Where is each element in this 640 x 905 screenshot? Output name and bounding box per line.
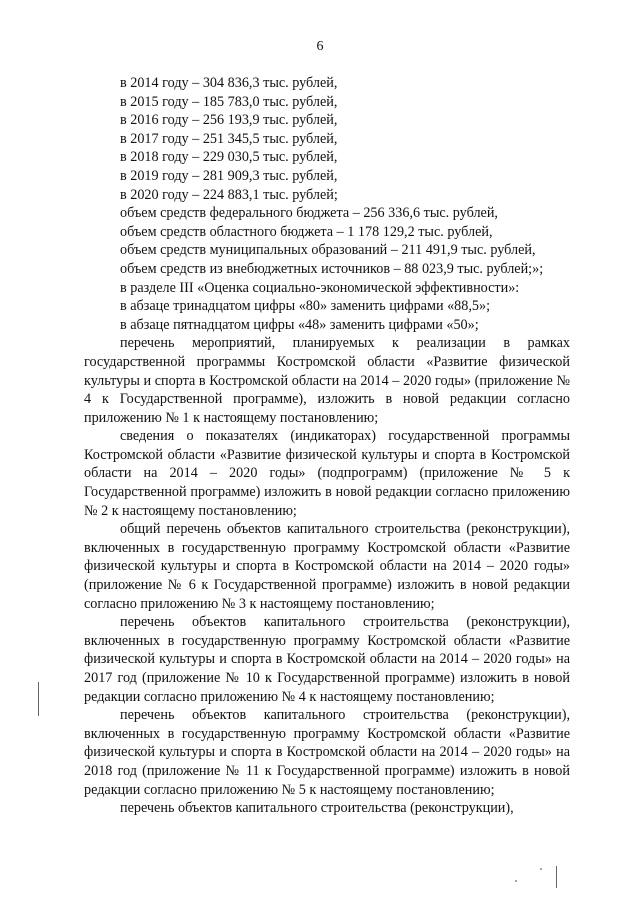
municipal-budget-line: объем средств муниципальных образований – 211 491,9 тыс. рублей, xyxy=(120,242,536,259)
funding-line-2017: в 2017 году – 251 345,5 тыс. рублей, xyxy=(120,130,338,147)
section-three-heading: в разделе III «Оценка социально-экономической эффективности»: xyxy=(120,279,520,296)
objects-2017-paragraph: перечень объектов капитального строительства (реконструкции), включенных в государственную программу Костромской области «Развитие физической культуры и спорта в Костромской области на 2014 – 2020 годы» на 2017 год (приложение № 10 к Государственной программе) изложить в новой редакции согласно приложению № 4 к настоящему постановлению; xyxy=(84,614,570,705)
scan-mark-right xyxy=(556,866,557,888)
funding-line-2016: в 2016 году – 256 193,9 тыс. рублей, xyxy=(120,112,338,129)
objects-2018-paragraph: перечень объектов капитального строительства (реконструкции), включенных в государственную программу Костромской области «Развитие физической культуры и спорта в Костромской области на 2014 – 2020 годы» на 2018 год (приложение № 11 к Государственной программе) изложить в новой редакции согласно приложению № 5 к настоящему постановлению; xyxy=(84,707,570,798)
scan-speck xyxy=(540,868,542,870)
general-objects-list-paragraph: общий перечень объектов капитального строительства (реконструкции), включенных в государственную программу Костромской области «Развитие физической культуры и спорта в Костромской области на 2014 – 2020 годы» (приложение № 6 к Государственной программе) изложить в новой редакции согласно приложению № 3 к настоящему постановлению; xyxy=(84,521,570,612)
objects-continuation-paragraph: перечень объектов капитального строительства (реконструкции), xyxy=(120,800,514,817)
document-body xyxy=(84,74,570,818)
funding-line-2015: в 2015 году – 185 783,0 тыс. рублей, xyxy=(120,93,338,110)
funding-line-2014: в 2014 году – 304 836,3 тыс. рублей, xyxy=(120,75,338,91)
funding-line-2020: в 2020 году – 224 883,1 тыс. рублей; xyxy=(120,186,338,203)
indicators-paragraph: сведения о показателях (индикаторах) государственной программы Костромской области «Развитие физической культуры и спорта в Костромской области на 2014 – 2020 годы» (подпрограмм) (приложение № 5 к Государственной программе) изложить в новой редакции согласно приложению № 2 к настоящему постановлению; xyxy=(84,428,570,519)
regional-budget-line: объем средств областного бюджета – 1 178 129,2 тыс. рублей, xyxy=(120,223,493,240)
extrabudgetary-paragraph: объем средств из внебюджетных источников – 88 023,9 тыс. рублей;»; xyxy=(120,260,544,277)
funding-line-2018: в 2018 году – 229 030,5 тыс. рублей, xyxy=(120,149,338,166)
paragraph-thirteen-change: в абзаце тринадцатом цифры «80» заменить цифрами «88,5»; xyxy=(120,298,491,315)
scan-speck xyxy=(515,880,517,882)
page-number: 6 xyxy=(316,39,324,54)
paragraph-fifteen-change: в абзаце пятнадцатом цифры «48» заменить цифрами «50»; xyxy=(120,316,479,333)
scan-mark-left xyxy=(38,682,39,716)
measures-list-paragraph: перечень мероприятий, планируемых к реализации в рамках государственной программы Костромской области «Развитие физической культуры и спорта в Костромской области на 2014 – 2020 годы» (приложение № 4 к Государственной программе), изложить в новой редакции согласно приложению № 1 к настоящему постановлению; xyxy=(84,335,570,426)
funding-line-2019: в 2019 году – 281 909,3 тыс. рублей, xyxy=(120,167,338,184)
federal-budget-line: объем средств федерального бюджета – 256 336,6 тыс. рублей, xyxy=(120,205,498,222)
